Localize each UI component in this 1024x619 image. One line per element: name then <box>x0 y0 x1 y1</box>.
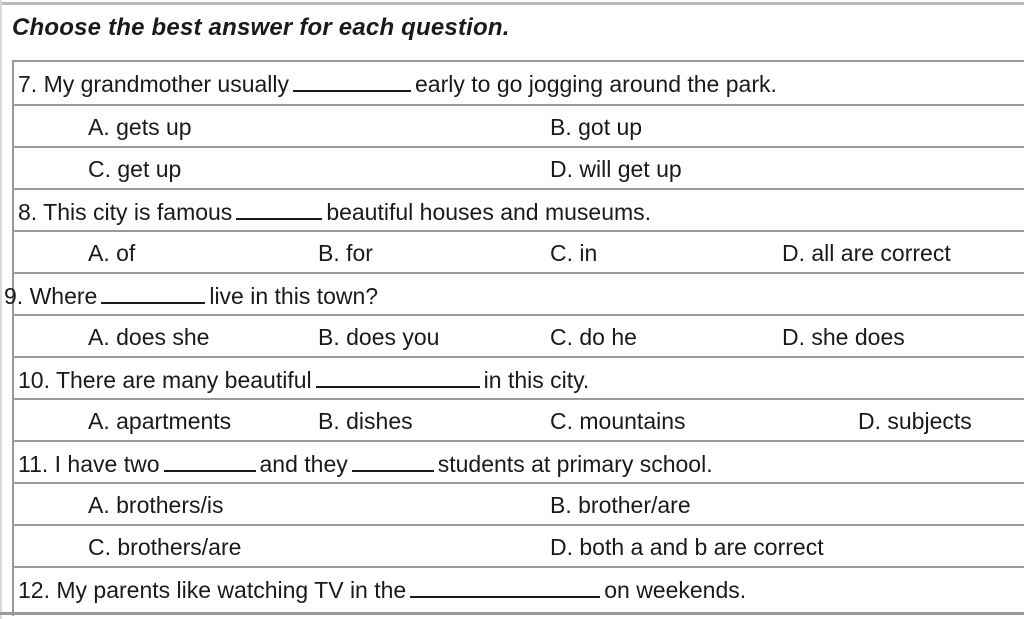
options-row <box>12 230 1024 272</box>
question-9-part1: 9. Where <box>4 283 98 309</box>
options-row <box>12 398 1024 440</box>
question-8-part2: beautiful houses and museums. <box>326 199 652 225</box>
option-b[interactable]: B. does you <box>318 324 440 350</box>
page-edge <box>0 0 2 619</box>
options-row <box>12 314 1024 356</box>
question-10-part2: in this city. <box>483 367 590 393</box>
question-11-part2: and they <box>259 451 348 477</box>
question-row-12 <box>12 566 1024 614</box>
bottom-border <box>0 612 1024 615</box>
question-row-10 <box>12 356 1024 398</box>
question-9-text <box>4 280 378 311</box>
option-c[interactable]: C. brothers/are <box>88 534 242 560</box>
option-d[interactable]: D. will get up <box>550 156 682 182</box>
top-border <box>0 2 1024 5</box>
option-b[interactable]: B. for <box>318 240 373 266</box>
options-row <box>12 524 1024 566</box>
question-12-part1: 12. My parents like watching TV in the <box>18 577 407 603</box>
option-d[interactable]: D. subjects <box>858 408 972 434</box>
option-d[interactable]: D. both a and b are correct <box>550 534 824 560</box>
answer-blank[interactable] <box>236 196 322 220</box>
answer-blank[interactable] <box>101 280 205 304</box>
question-row-8 <box>12 188 1024 230</box>
question-8-text <box>18 196 651 227</box>
question-row-11 <box>12 440 1024 482</box>
question-row-9 <box>4 272 1024 314</box>
option-a[interactable]: A. does she <box>88 324 210 350</box>
option-a[interactable]: A. of <box>88 240 136 266</box>
question-11-text <box>18 448 713 479</box>
answer-blank[interactable] <box>352 448 434 472</box>
option-d[interactable]: D. she does <box>782 324 905 350</box>
question-9-part2: live in this town? <box>209 283 379 309</box>
option-b[interactable]: B. dishes <box>318 408 413 434</box>
option-d[interactable]: D. all are correct <box>782 240 951 266</box>
option-b[interactable]: B. brother/are <box>550 492 691 518</box>
answer-blank[interactable] <box>293 68 411 92</box>
question-7-part1: 7. My grandmother usually <box>18 71 290 97</box>
question-12-text <box>18 574 746 605</box>
question-11-part3: students at primary school. <box>437 451 713 477</box>
options-row <box>12 482 1024 524</box>
question-7-text <box>18 68 777 99</box>
option-a[interactable]: A. gets up <box>88 114 192 140</box>
question-7-part2: early to go jogging around the park. <box>415 71 777 97</box>
option-a[interactable]: A. brothers/is <box>88 492 224 518</box>
question-12-part2: on weekends. <box>604 577 747 603</box>
option-c[interactable]: C. get up <box>88 156 182 182</box>
question-10-part1: 10. There are many beautiful <box>18 367 312 393</box>
option-a[interactable]: A. apartments <box>88 408 232 434</box>
answer-blank[interactable] <box>164 448 256 472</box>
instruction-heading: Choose the best answer for each question. <box>12 14 510 41</box>
option-c[interactable]: C. mountains <box>550 408 686 434</box>
option-c[interactable]: C. in <box>550 240 598 266</box>
answer-blank[interactable] <box>316 364 480 388</box>
options-row <box>12 146 1024 188</box>
options-row <box>12 104 1024 146</box>
question-row-7 <box>12 60 1024 102</box>
answer-blank[interactable] <box>410 574 600 598</box>
question-11-part1: 11. I have two <box>18 451 160 477</box>
question-10-text <box>18 364 589 395</box>
option-b[interactable]: B. got up <box>550 114 643 140</box>
question-8-part1: 8. This city is famous <box>18 199 233 225</box>
option-c[interactable]: C. do he <box>550 324 637 350</box>
